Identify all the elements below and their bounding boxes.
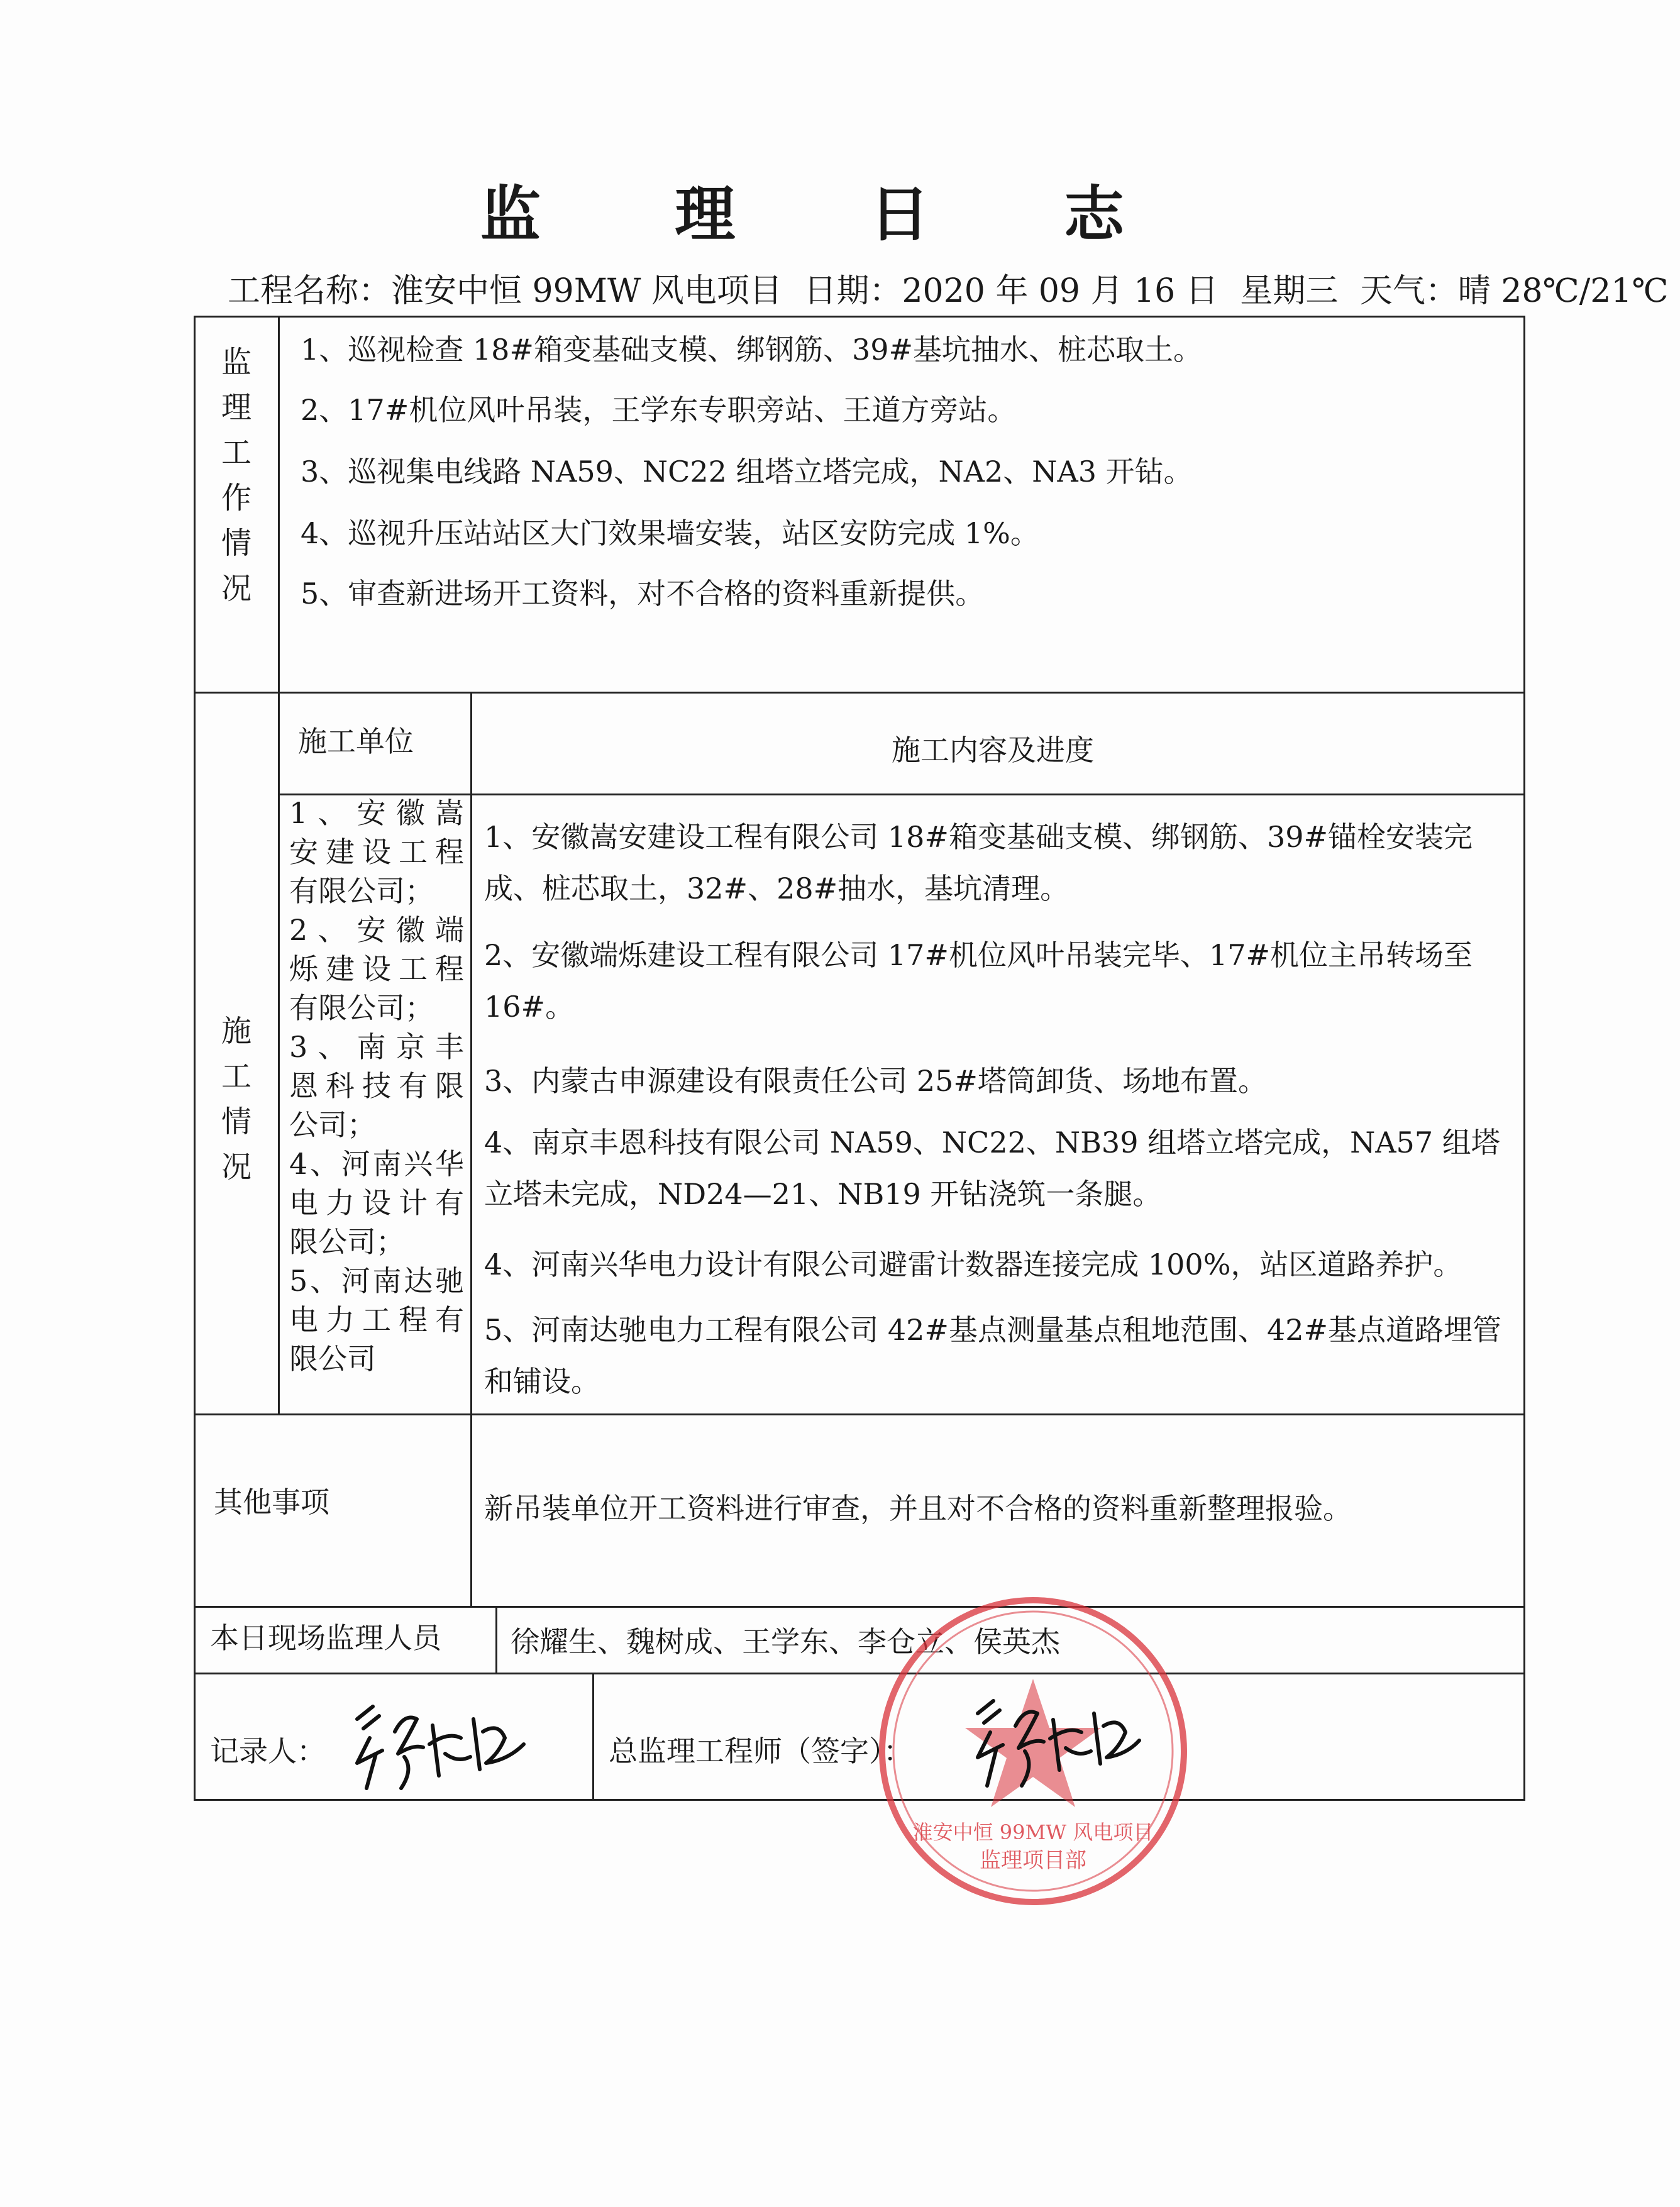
unit-line: 烁建设工程	[289, 952, 464, 986]
construction-content-5: 4、河南兴华电力设计有限公司避雷计数器连接完成 100%，站区道路养护。	[484, 1247, 1462, 1281]
header-line	[228, 264, 1669, 311]
divider-unit-column	[470, 692, 472, 1413]
construction-unit-list	[289, 794, 464, 1378]
divider-supervision-label	[278, 316, 280, 692]
unit-line: 有限公司；	[289, 991, 434, 1025]
staff-names: 徐耀生、魏树成、王学东、李仓立、侯英杰	[511, 1625, 1060, 1659]
unit-line: 电力设计有	[289, 1186, 464, 1220]
weekday: 星期三	[1240, 272, 1339, 310]
chief-engineer-signature	[962, 1691, 1144, 1798]
divider-staff-bottom	[194, 1673, 1525, 1674]
divider-header-row	[278, 794, 1525, 795]
unit-line: 1、安徽嵩	[289, 796, 464, 830]
other-text: 新吊装单位开工资料进行审查，并且对不合格的资料重新整理报验。	[484, 1491, 1352, 1525]
unit-line: 限公司	[289, 1342, 376, 1376]
weather: 天气：晴 28℃/21℃	[1359, 272, 1669, 310]
divider-staff-label	[495, 1606, 497, 1673]
staff-label: 本日现场监理人员	[210, 1621, 441, 1655]
divider-construction-bottom	[194, 1413, 1525, 1415]
divider-other-bottom	[194, 1606, 1525, 1608]
supervision-item-2: 2、17#机位风叶吊装，王学东专职旁站、王道方旁站。	[301, 393, 1017, 427]
unit-line: 电力工程有	[289, 1303, 464, 1337]
supervision-item-4: 4、巡视升压站站区大门效果墙安装，站区安防完成 1%。	[301, 516, 1039, 550]
construction-content-6: 5、河南达驰电力工程有限公司 42#基点测量基点租地范围、42#基点道路埋管和铺设。	[484, 1313, 1502, 1398]
construction-content-2: 2、安徽端烁建设工程有限公司 17#机位风叶吊装完毕、17#机位主吊转场至 16#。	[484, 938, 1473, 1024]
divider-signature	[592, 1673, 594, 1801]
construction-label: 施工情况	[221, 1014, 251, 1185]
unit-line: 公司；	[289, 1108, 376, 1142]
divider-construction-label	[278, 692, 280, 1413]
divider-supervision-bottom	[194, 692, 1525, 694]
supervision-label: 监理工作情况	[221, 345, 251, 606]
chief-engineer-label: 总监理工程师（签字）：	[609, 1734, 912, 1768]
col-header-unit: 施工单位	[298, 724, 414, 758]
unit-line: 2、安徽端	[289, 913, 464, 947]
log-date: 日期：2020 年 09 月 16 日	[804, 272, 1219, 310]
recorder-label: 记录人：	[210, 1734, 326, 1768]
unit-line: 5、河南达驰	[289, 1264, 464, 1298]
project-name: 工程名称：淮安中恒 99MW 风电项目	[228, 272, 782, 310]
construction-content-3: 3、内蒙古申源建设有限责任公司 25#塔筒卸货、场地布置。	[484, 1064, 1267, 1098]
unit-line: 4、河南兴华	[289, 1147, 464, 1181]
unit-line: 有限公司；	[289, 874, 434, 908]
stamp-line-2: 监理项目部	[980, 1848, 1086, 1873]
unit-line: 限公司；	[289, 1225, 405, 1259]
col-header-content: 施工内容及进度	[892, 733, 1094, 767]
divider-other-label	[470, 1413, 472, 1606]
supervision-item-1: 1、巡视检查 18#箱变基础支模、绑钢筋、39#基坑抽水、桩芯取土。	[301, 333, 1203, 367]
unit-line: 安建设工程	[289, 835, 464, 869]
recorder-signature	[345, 1694, 533, 1801]
supervision-item-5: 5、审查新进场开工资料，对不合格的资料重新提供。	[301, 577, 985, 611]
stamp-line-1: 淮安中恒 99MW 风电项目	[912, 1820, 1154, 1844]
other-label: 其他事项	[214, 1485, 329, 1519]
page-title: 监 理 日 志	[480, 179, 1181, 250]
supervision-item-3: 3、巡视集电线路 NA59、NC22 组塔立塔完成，NA2、NA3 开钻。	[301, 455, 1193, 489]
construction-content-1: 1、安徽嵩安建设工程有限公司 18#箱变基础支模、绑钢筋、39#锚栓安装完成、桩芯取土，32#、28#抽水，基坑清理。	[484, 820, 1473, 905]
construction-content-4: 4、南京丰恩科技有限公司 NA59、NC22、NB39 组塔立塔完成，NA57 组塔立塔未完成，ND24—21、NB19 开钻浇筑一条腿。	[484, 1126, 1500, 1211]
unit-line: 恩科技有限	[289, 1069, 464, 1103]
unit-line: 3、南京丰	[289, 1030, 464, 1064]
